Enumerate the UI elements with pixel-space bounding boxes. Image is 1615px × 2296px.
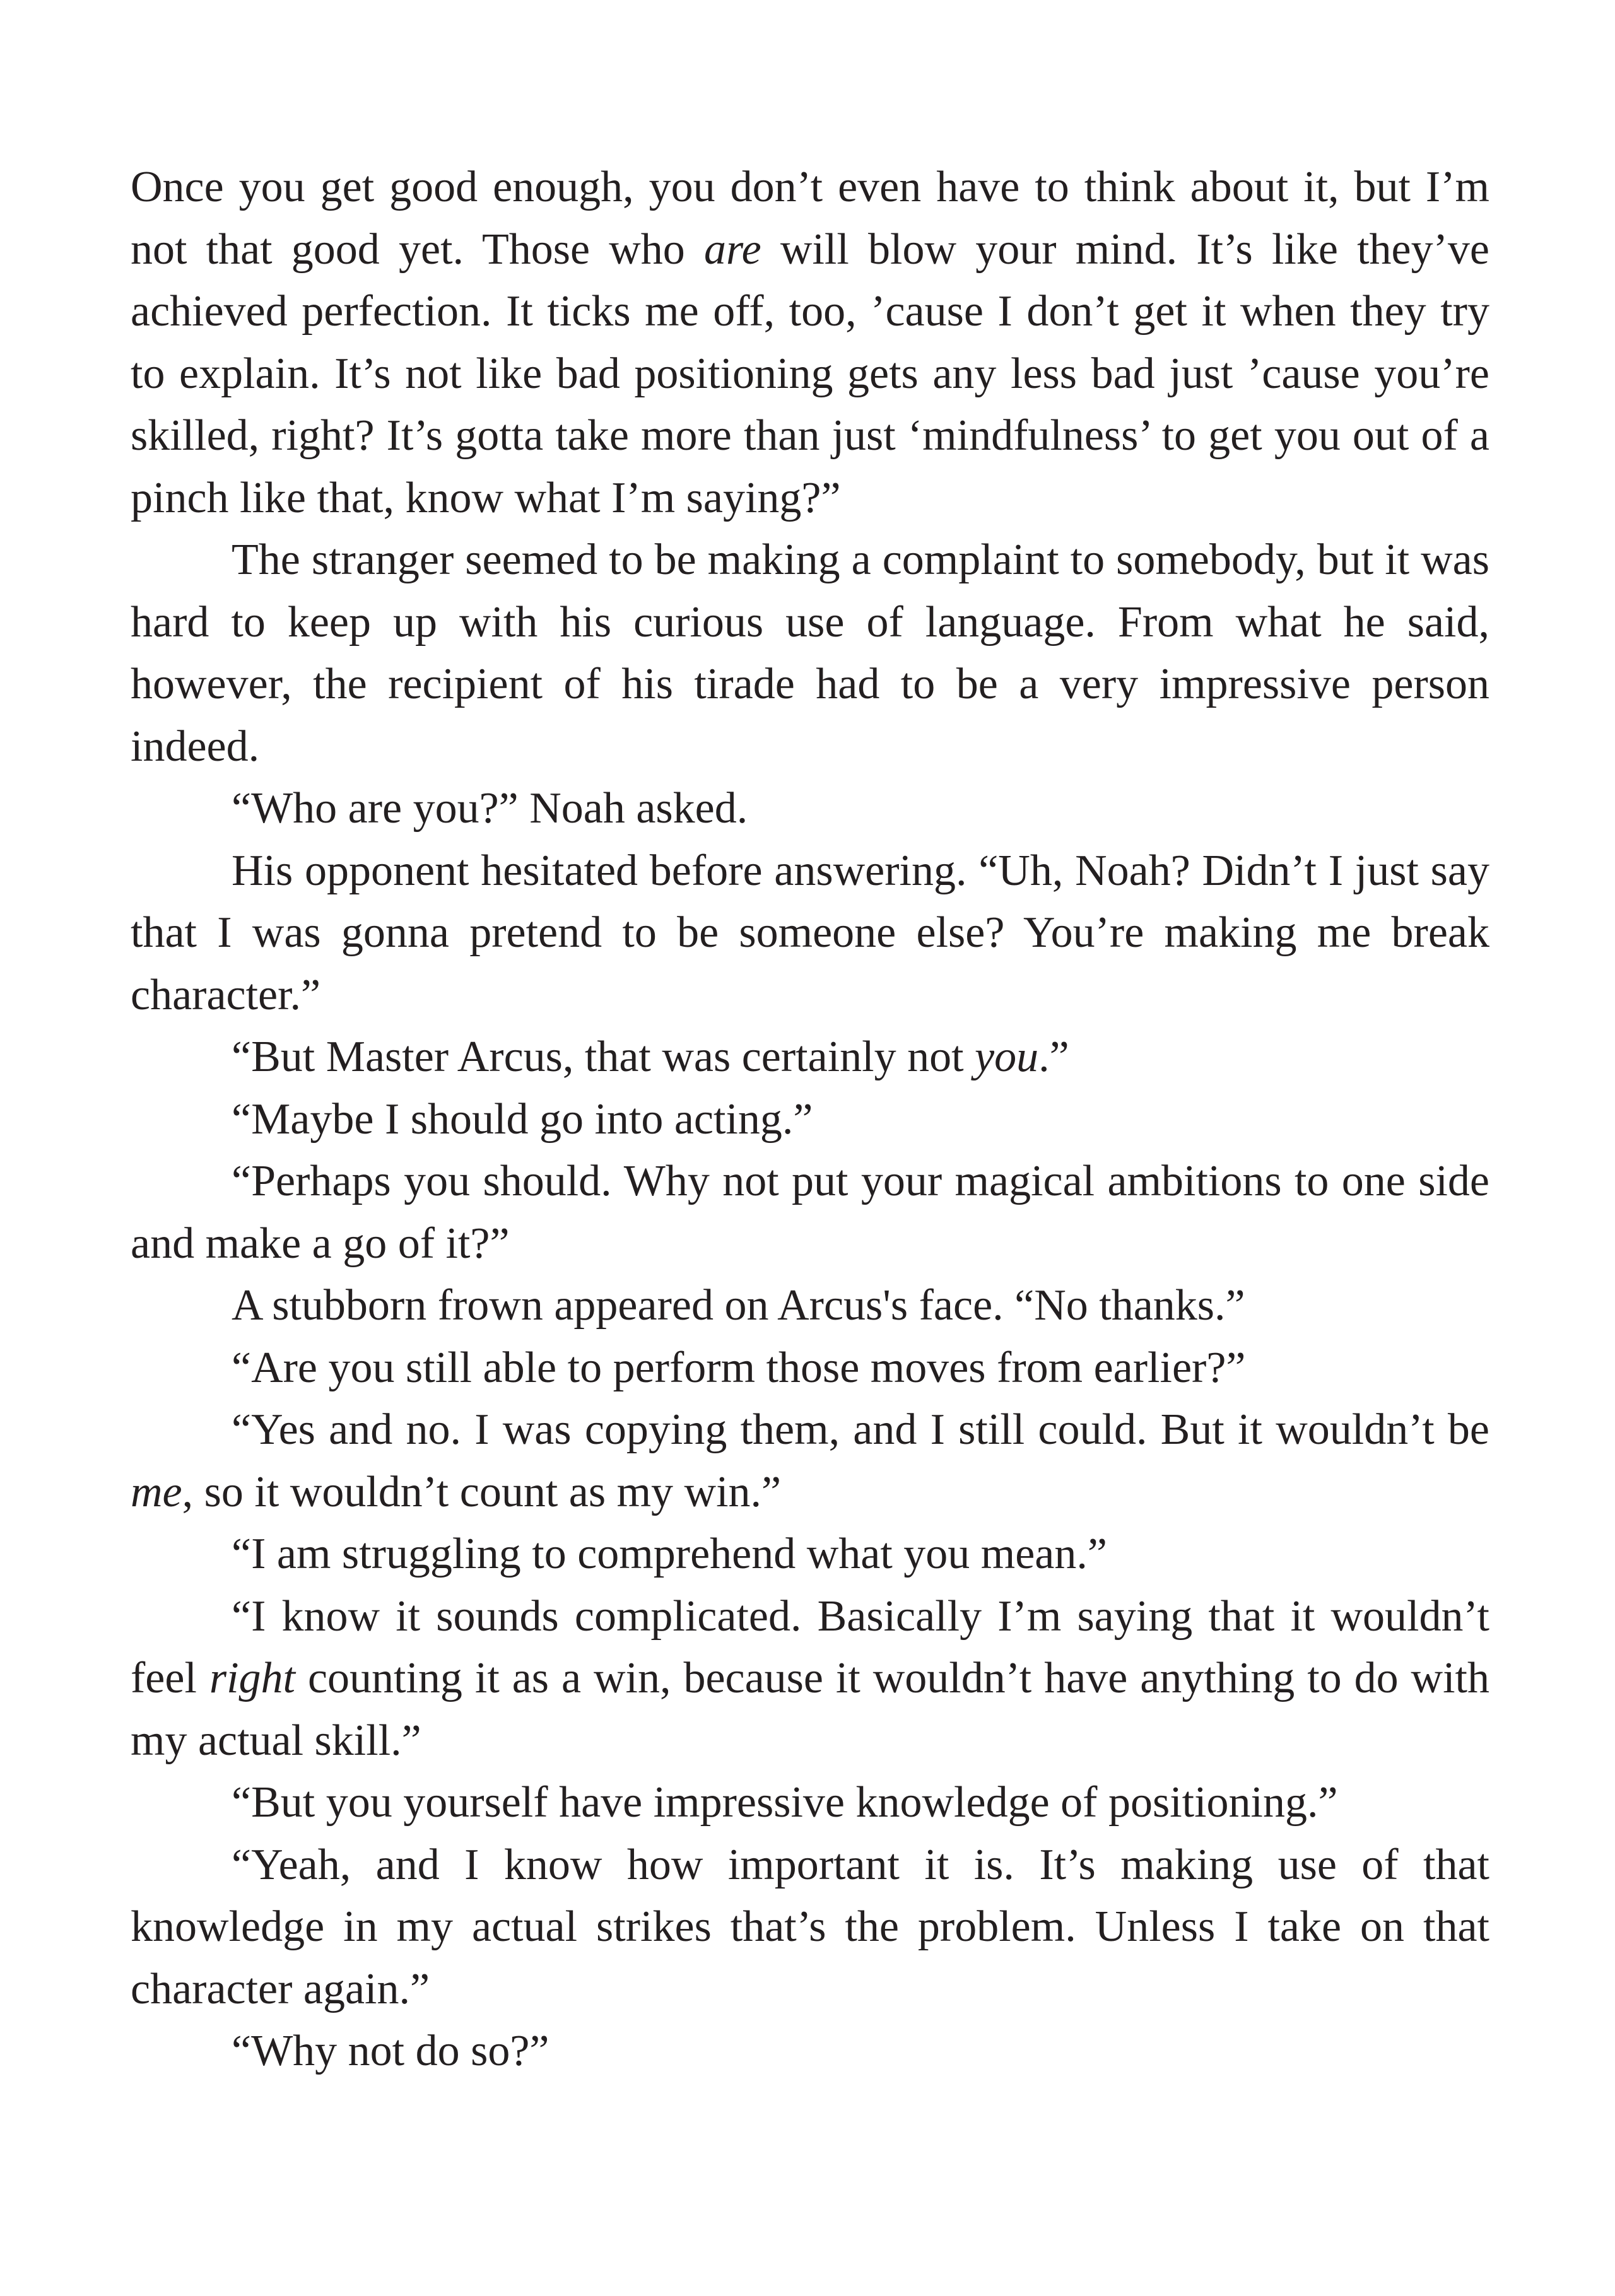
text-run: “Are you still able to perform those moves from earlier?” — [232, 1343, 1246, 1392]
paragraph — [131, 1089, 1489, 1151]
paragraph — [131, 1399, 1489, 1523]
italic-text: right — [209, 1654, 295, 1702]
paragraph — [131, 1026, 1489, 1089]
paragraph — [131, 1275, 1489, 1337]
book-page-body — [131, 156, 1489, 2083]
text-run: “But Master Arcus, that was certainly not — [232, 1033, 975, 1081]
paragraph — [131, 1523, 1489, 1586]
text-run: “Maybe I should go into acting.” — [232, 1094, 813, 1144]
text-run: “Why not do so?” — [232, 2027, 549, 2075]
paragraph — [131, 778, 1489, 840]
paragraph — [131, 1834, 1489, 2021]
text-run: “But you yourself have impressive knowledge of positioning.” — [232, 1778, 1338, 1827]
text-run: “I know it sounds complicated. Basically I’m saying that it wouldn’t feel — [131, 1591, 1489, 1702]
text-run: “Yeah, and I know how important it is. It’s making use of that knowledge in my actual strikes that’s the problem. Unless I take on that character again.” — [131, 1840, 1489, 2013]
paragraph — [131, 840, 1489, 1027]
text-run: His opponent hesitated before answering. “Uh, Noah? Didn’t I just say that I was gonna pretend to be someone else? You’re making me break character.” — [131, 846, 1489, 1019]
paragraph — [131, 529, 1489, 778]
italic-text: you — [975, 1033, 1039, 1081]
text-run: “Perhaps you should. Why not put your magical ambitions to one side and make a go of it?” — [131, 1157, 1489, 1268]
italic-text: are — [703, 225, 761, 274]
text-run: A stubborn frown appeared on Arcus's face. “No thanks.” — [232, 1281, 1245, 1330]
italic-text: me — [131, 1467, 182, 1516]
paragraph — [131, 1151, 1489, 1275]
text-run: Once you get good enough, you don’t even have to think about it, but I’m not that good yet. Those who — [131, 163, 1489, 274]
text-run: , so it wouldn’t count as my win.” — [182, 1467, 782, 1516]
text-run: “Yes and no. I was copying them, and I still could. But it wouldn’t be — [232, 1405, 1489, 1454]
paragraph — [131, 2020, 1489, 2083]
paragraph — [131, 1337, 1489, 1400]
paragraph — [131, 156, 1489, 529]
text-run: “Who are you?” Noah asked. — [232, 784, 748, 833]
text-run: “I am struggling to comprehend what you mean.” — [232, 1530, 1107, 1578]
text-run: counting it as a win, because it wouldn’t have anything to do with my actual skill.” — [131, 1654, 1489, 1765]
text-run: will blow your mind. It’s like they’ve achieved perfection. It ticks me off, too, ’cause I don’t get it when they try to explain. It’s not like bad positioning gets any less bad just ’cause you’re skilled, right? It’s gotta take more than just ‘mindfulness’ to get you out of a pinch like that, know what I’m saying?” — [131, 225, 1489, 522]
paragraph — [131, 1772, 1489, 1834]
text-run: The stranger seemed to be making a complaint to somebody, but it was hard to keep up with his curious use of language. From what he said, however, the recipient of his tirade had to be a very impressive person indeed. — [131, 536, 1489, 771]
paragraph — [131, 1586, 1489, 1772]
text-run: .” — [1038, 1033, 1069, 1081]
